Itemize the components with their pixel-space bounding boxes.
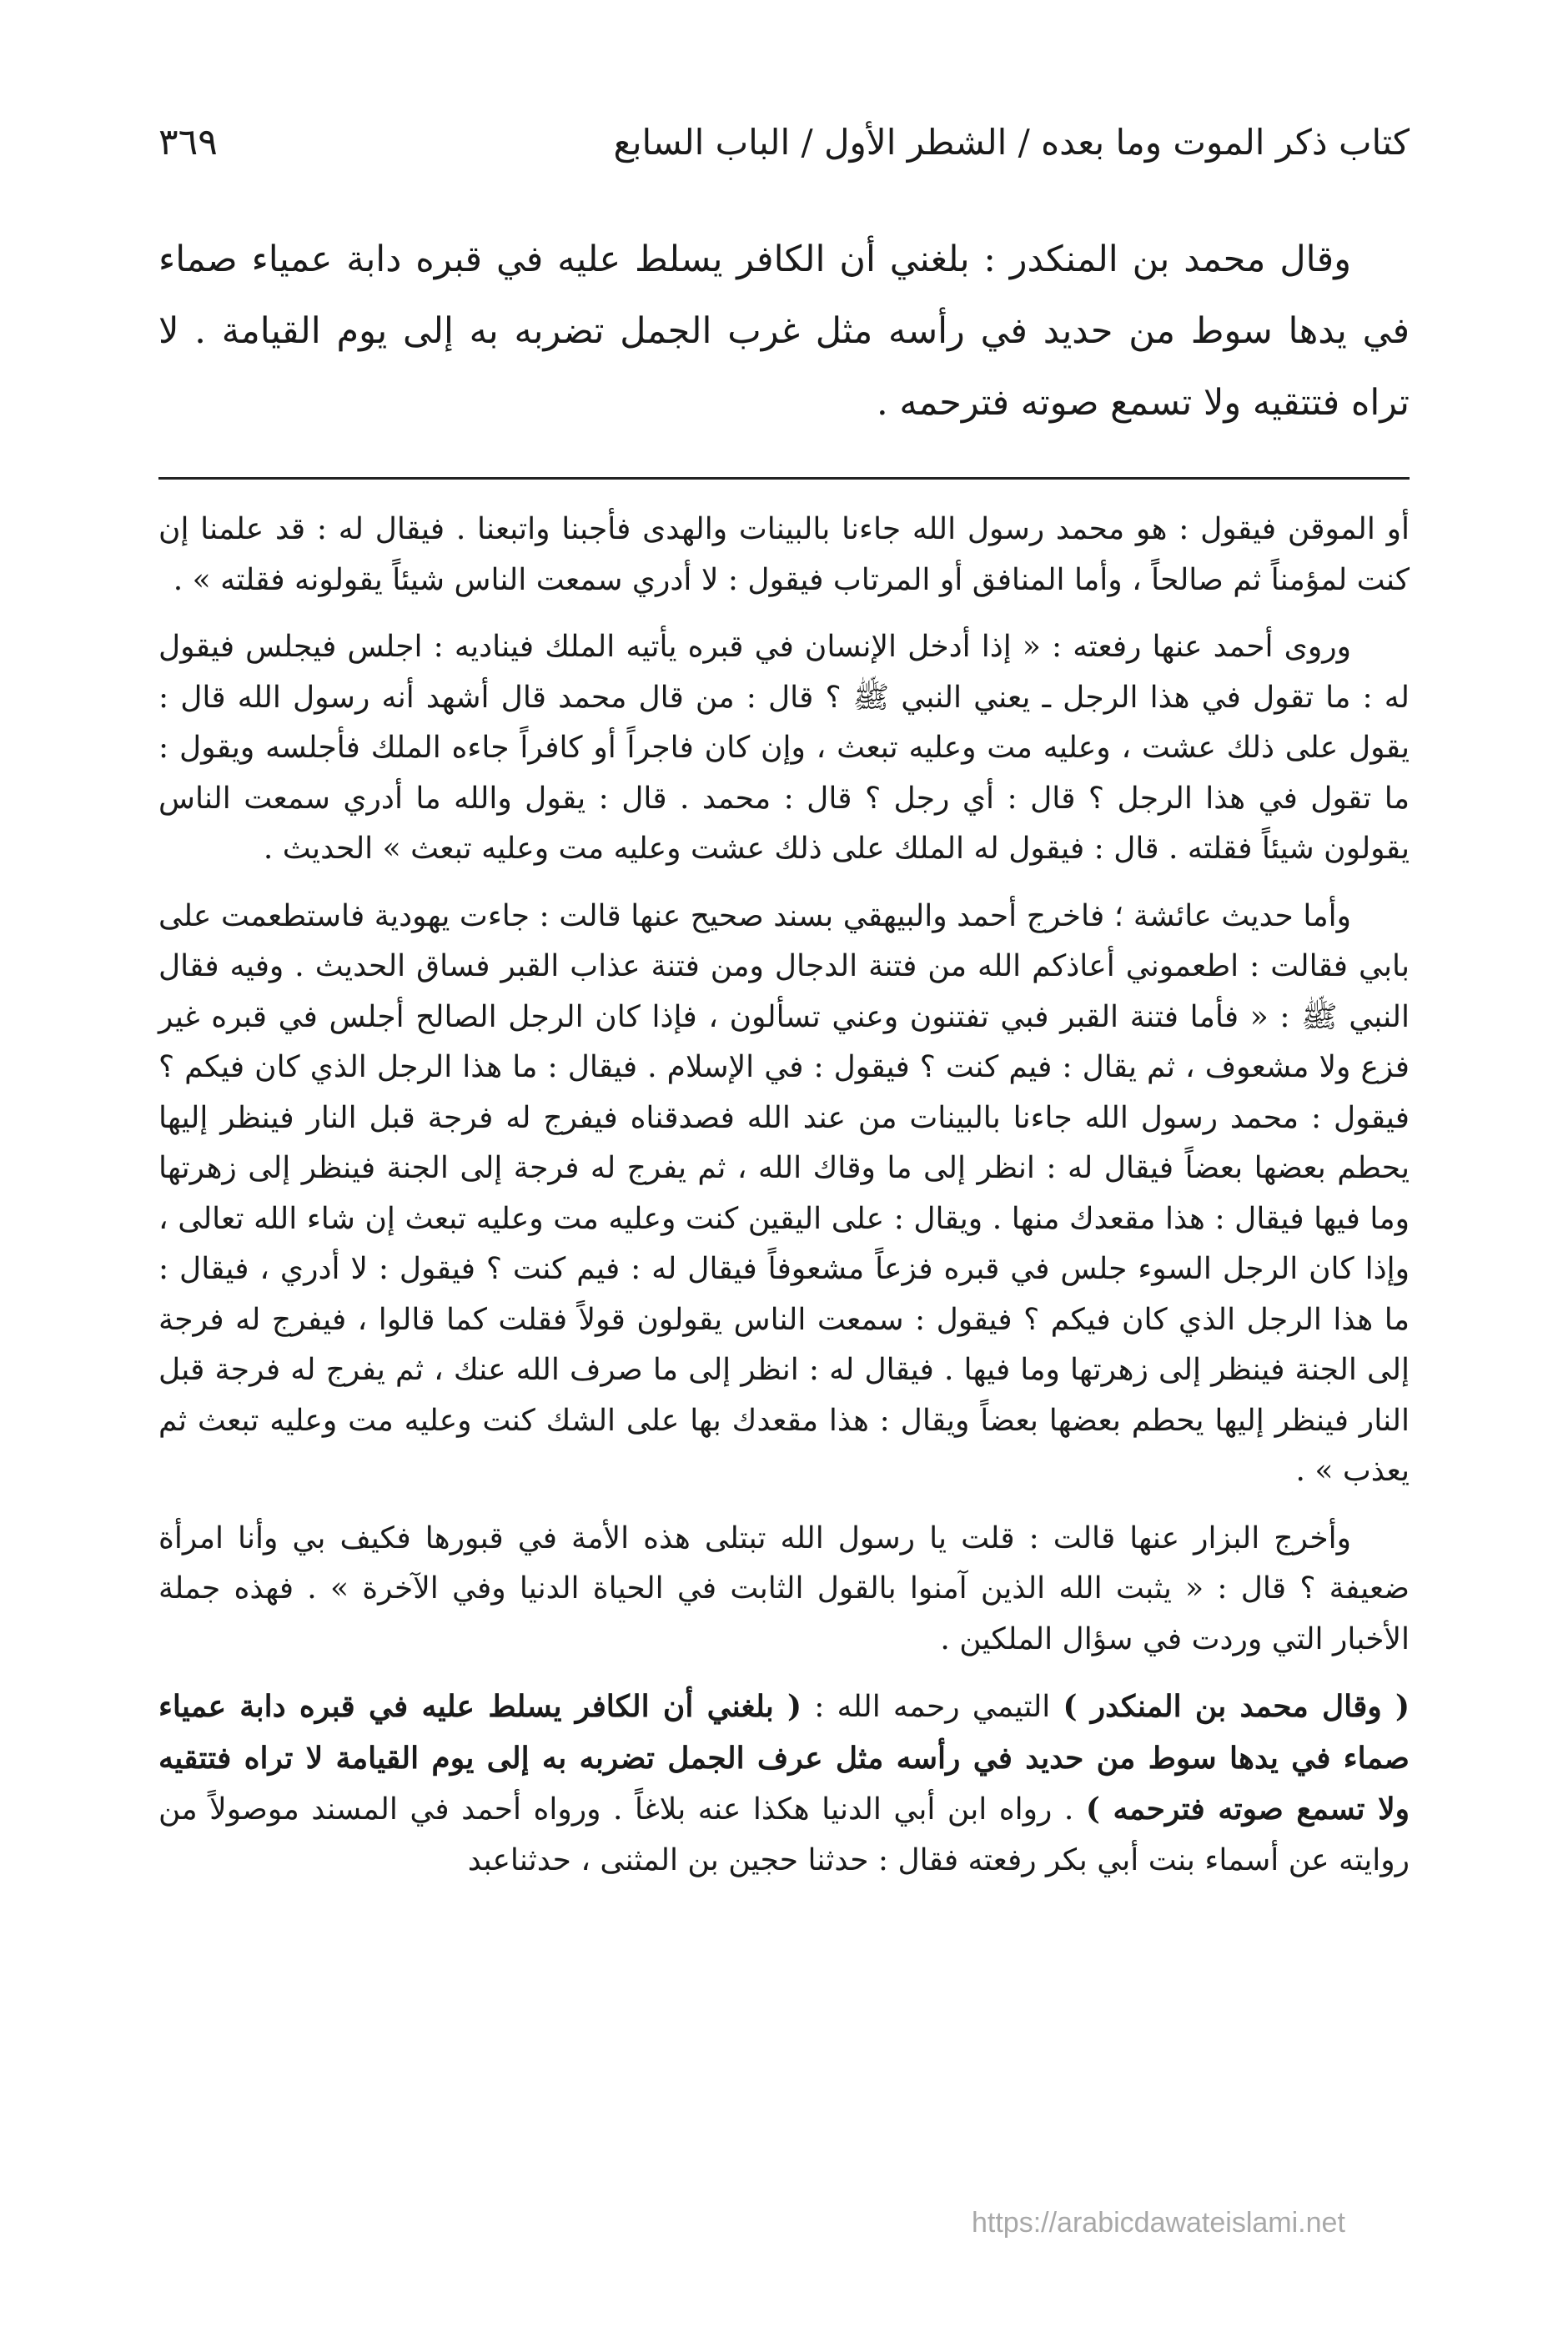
quoted-text: ( بلغني أن الكافر يسلط عليه في قبره دابة عمياء صماء في يدها سوط من حديد في رأسه مثل عرف الجمل تضربه به إلى يوم القيامة لا تراه فتتقيه ولا تسمع صوته فترحمه ) [158,1689,1410,1827]
commentary [158,505,1410,1902]
footnote-divider [158,477,1410,480]
commentary-paragraph-1: أو الموقن فيقول : هو محمد رسول الله جاءنا بالبينات والهدى فأجبنا واتبعنا . فيقال له : قد علمنا إن كنت لمؤمناً ثم صالحاً ، وأما المنافق أو المرتاب فيقول : لا أدري سمعت الناس شيئاً يقولونه فقلته » . [158,512,1410,597]
quoted-narrator: ( وقال محمد بن المنكدر ) [1063,1689,1410,1724]
source-note: . رواه ابن أبي الدنيا هكذا عنه بلاغاً . ورواه أحمد في المسند موصولاً من روايته عن أسماء بنت أبي بكر رفعته فقال : حدثنا حجين بن المثنى ، حدثناعبد [158,1792,1410,1877]
running-title: كتاب ذكر الموت وما بعده / الشطر الأول / الباب السابع [613,121,1410,163]
page-header [158,113,1410,171]
commentary-paragraph-4: وأخرج البزار عنها قالت : قلت يا رسول الله تبتلى هذه الأمة في قبورها فكيف بي وأنا امرأة ضعيفة ؟ قال : « يثبت الله الذين آمنوا بالقول الثابت في الحياة الدنيا وفي الآخرة » . فهذه جملة الأخبار التي وردت في سؤال الملكين . [158,1520,1410,1656]
main-text [158,224,1410,439]
page-number: ٣٦٩ [158,120,218,163]
narrator-note: التيمي رحمه الله : [802,1690,1063,1724]
main-paragraph: وقال محمد بن المنكدر : بلغني أن الكافر يسلط عليه في قبره دابة عمياء صماء في يدها سوط من حديد في رأسه مثل غرب الجمل تضربه به إلى يوم القيامة . لا تراه فتتقيه ولا تسمع صوته فترحمه . [158,239,1410,424]
watermark-url: https://arabicdawateislami.net [972,2207,1345,2239]
commentary-paragraph-2: وروى أحمد عنها رفعته : « إذا أدخل الإنسان في قبره يأتيه الملك فيناديه : اجلس فيجلس فيقول له : ما تقول في هذا الرجل ـ يعني النبي ﷺ ؟ قال : من قال محمد قال أشهد أنه رسول الله قال : يقول على ذلك عشت ، وعليه مت وعليه تبعث ، وإن كان فاجراً أو كافراً جاءه الملك فأجلسه ويقول : ما تقول في هذا الرجل ؟ قال : أي رجل ؟ قال : محمد . قال : يقول والله ما أدري سمعت الناس يقولون شيئاً فقلته . قال : فيقول له الملك على ذلك عشت وعليه مت وعليه تبعث » الحديث . [158,630,1410,866]
commentary-paragraph-5 [158,1681,1410,1886]
commentary-paragraph-3: وأما حديث عائشة ؛ فاخرج أحمد والبيهقي بسند صحيح عنها قالت : جاءت يهودية فاستطعمت على بابي فقالت : اطعموني أعاذكم الله من فتنة الدجال ومن فتنة عذاب القبر فساق الحديث . وفيه فقال النبي ﷺ : « فأما فتنة القبر فبي تفتنون وعني تسألون ، فإذا كان الرجل الصالح أجلس في قبره غير فزع ولا مشعوف ، ثم يقال : فيم كنت ؟ فيقول : في الإسلام . فيقال : ما هذا الرجل الذي كان فيكم ؟ فيقول : محمد رسول الله جاءنا بالبينات من عند الله فصدقناه فيفرج له فرجة قبل النار فينظر إليها يحطم بعضها بعضاً فيقال له : انظر إلى ما وقاك الله ، ثم يفرج له فرجة إلى الجنة فينظر إلى زهرتها وما فيها فيقال : هذا مقعدك منها . ويقال : على اليقين كنت وعليه مت وعليه تبعث إن شاء الله تعالى ، وإذا كان الرجل السوء جلس في قبره فزعاً مشعوفاً فيقال له : فيم كنت ؟ فيقول : لا أدري ، فيقال : ما هذا الرجل الذي كان فيكم ؟ فيقول : سمعت الناس يقولون قولاً فقلت كما قالوا ، فيفرج له فرجة إلى الجنة فينظر إلى زهرتها وما فيها . فيقال له : انظر إلى ما صرف الله عنك ، ثم يفرج له فرجة قبل النار فينظر إليها يحطم بعضها بعضاً ويقال : هذا مقعدك بها على الشك كنت وعليه مت وعليه تبعث ثم يعذب » . [158,898,1410,1488]
